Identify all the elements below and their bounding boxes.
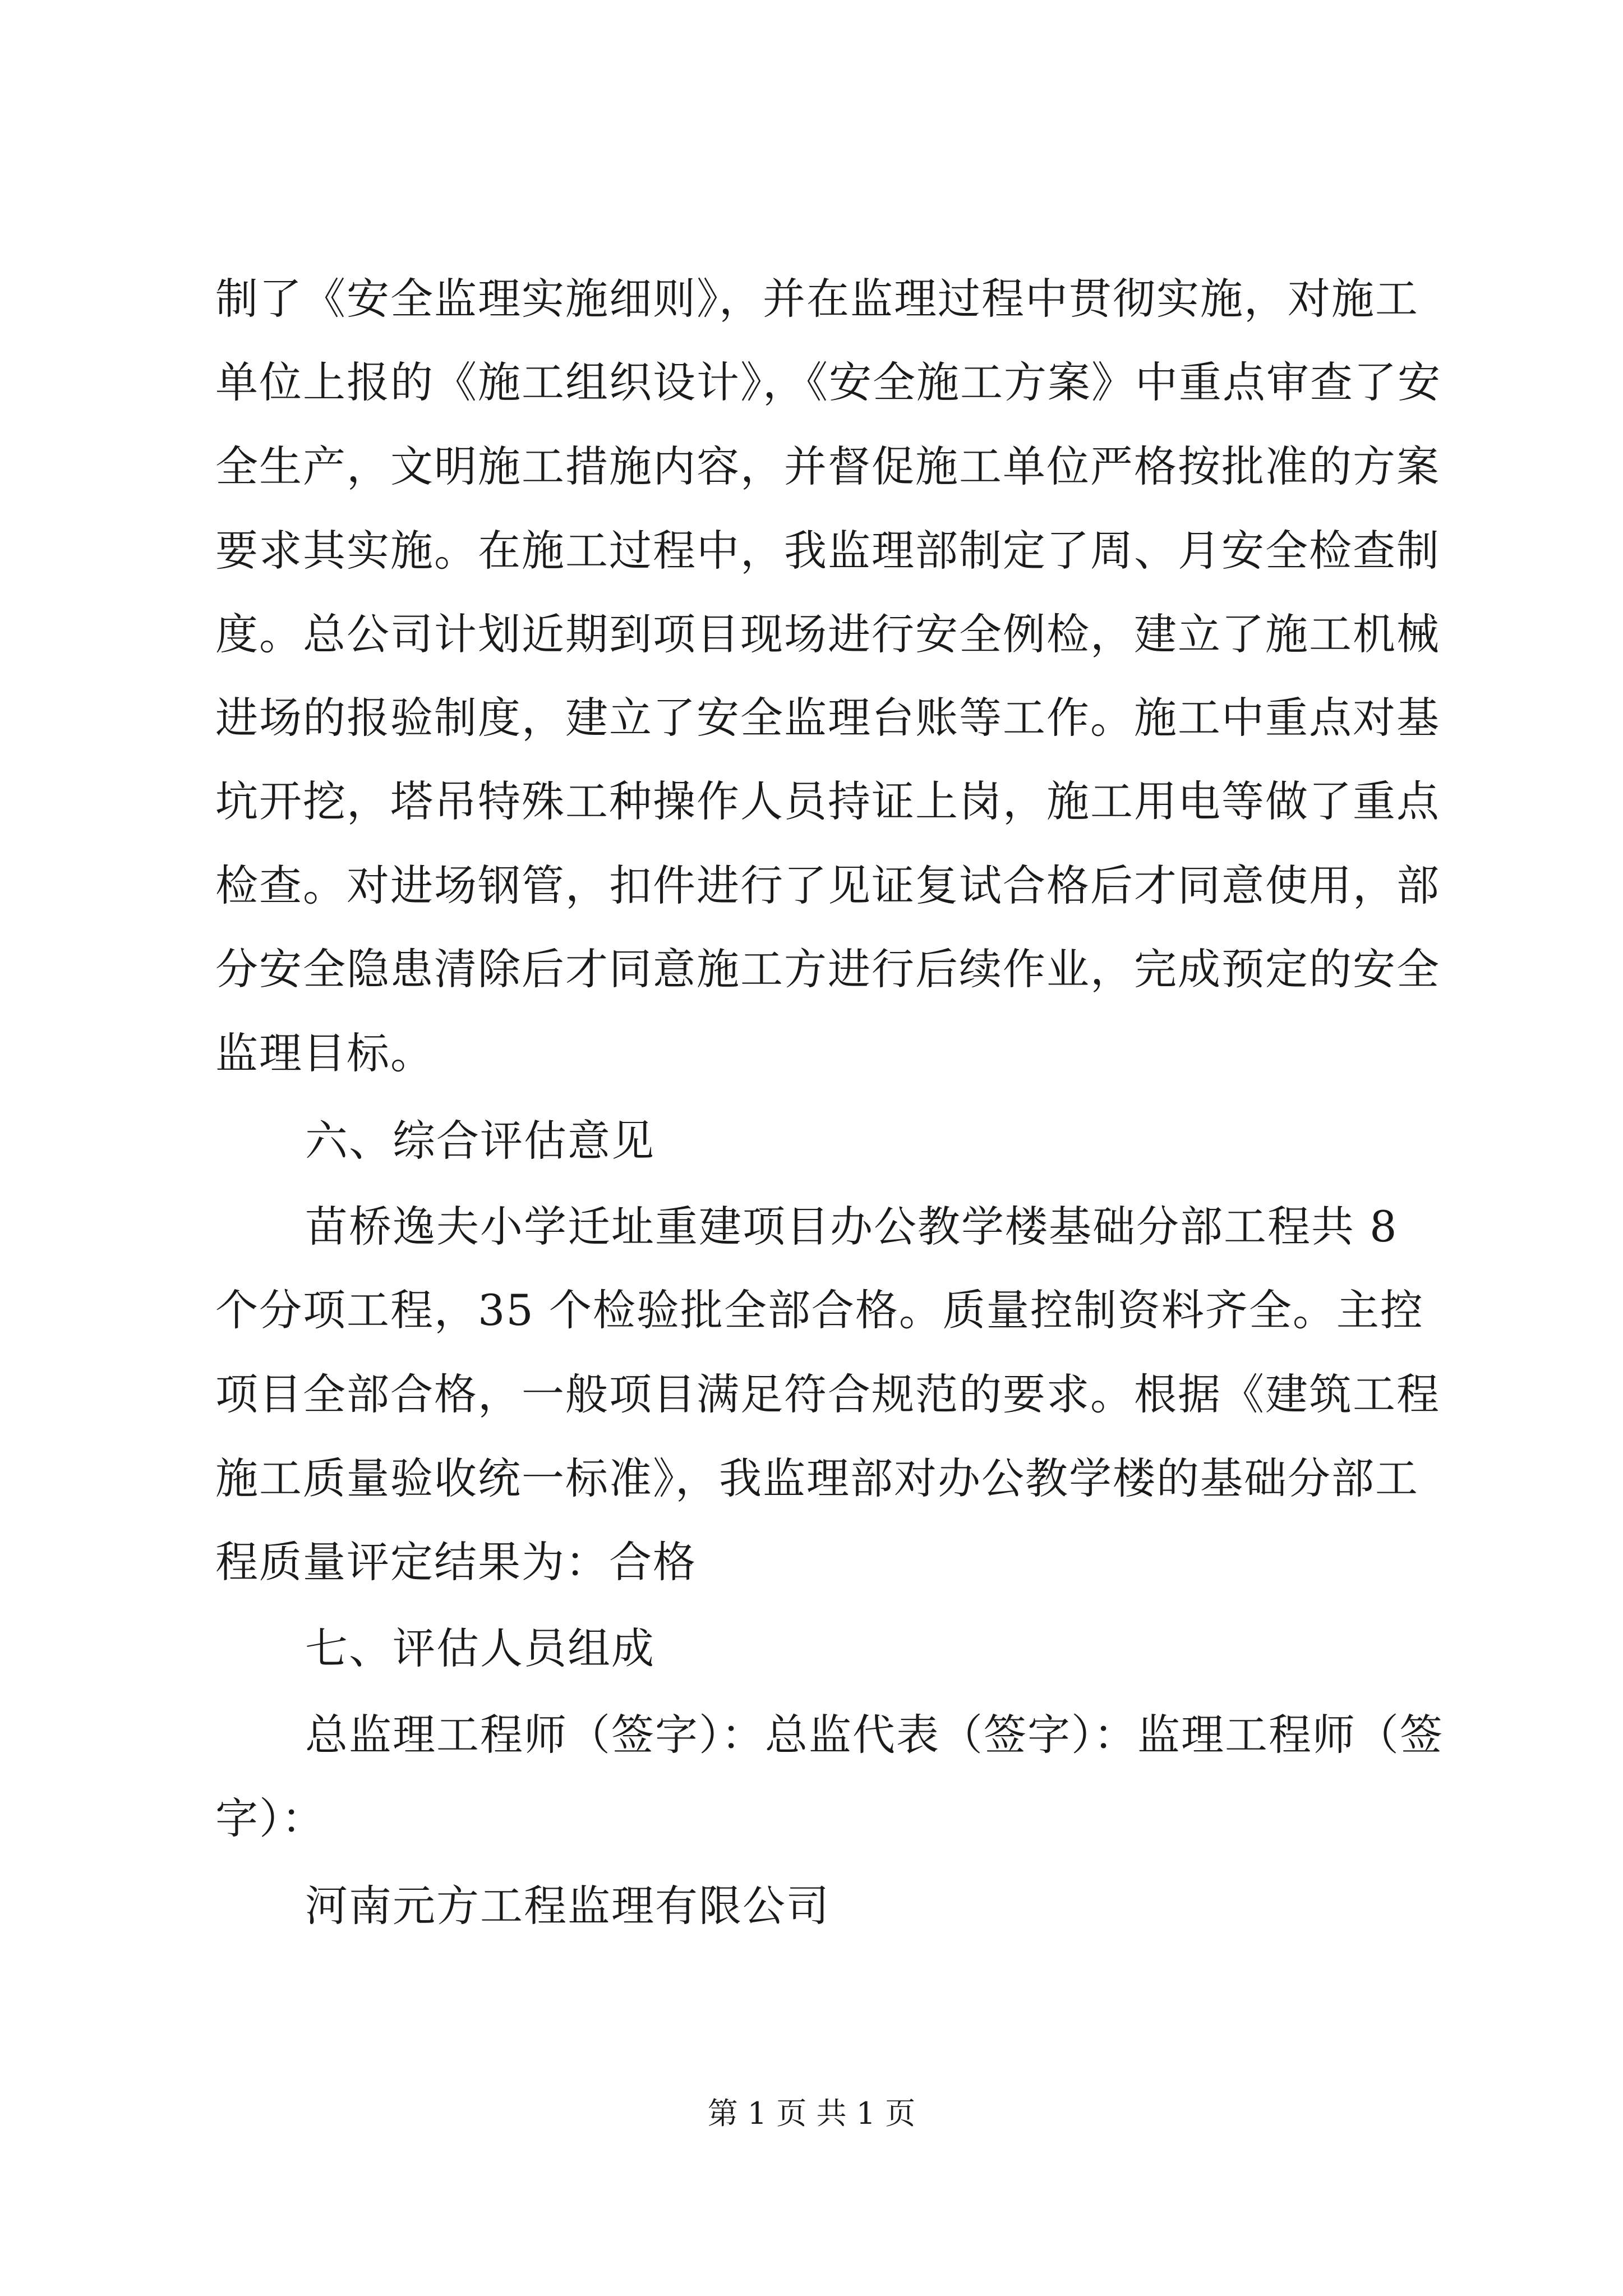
body-line-5: 度。总公司计划近期到项目现场进行安全例检，建立了施工机械 <box>215 609 1440 659</box>
body-line-2: 单位上报的《施工组织设计》，《安全施工方案》中重点审查了安 <box>215 357 1441 407</box>
body-line-9: 分安全隐患清除后才同意施工方进行后续作业，完成预定的安全 <box>215 944 1440 994</box>
company-name: 河南元方工程监理有限公司 <box>305 1881 830 1931</box>
page-footer: 第 1 页 共 1 页 <box>707 2096 916 2131</box>
body-line-10: 监理目标。 <box>215 1028 434 1078</box>
body-line-11: 苗桥逸夫小学迁址重建项目办公教学楼基础分部工程共 8 <box>305 1202 1398 1251</box>
body-line-6: 进场的报验制度，建立了安全监理台账等工作。施工中重点对基 <box>215 693 1440 743</box>
body-line-3: 全生产，文明施工措施内容，并督促施工单位严格按批准的方案 <box>215 441 1440 491</box>
body-line-4: 要求其实施。在施工过程中，我监理部制定了周、月安全检查制 <box>215 526 1440 576</box>
body-line-13: 项目全部合格，一般项目满足符合规范的要求。根据《建筑工程 <box>215 1369 1440 1419</box>
signature-line-2: 字）： <box>215 1793 325 1843</box>
body-line-7: 坑开挖，塔吊特殊工种操作人员持证上岗，施工用电等做了重点 <box>215 776 1440 826</box>
body-line-1: 制了《安全监理实施细则》，并在监理过程中贯彻实施，对施工 <box>215 274 1419 324</box>
body-line-12: 个分项工程，35 个检验批全部合格。质量控制资料齐全。主控 <box>215 1285 1424 1335</box>
signature-line-1: 总监理工程师（签字）：总监代表（签字）：监理工程师（签 <box>305 1710 1444 1760</box>
body-line-8: 检查。对进场钢管，扣件进行了见证复试合格后才同意使用，部 <box>215 861 1440 910</box>
body-line-14: 施工质量验收统一标准》，我监理部对办公教学楼的基础分部工 <box>215 1453 1419 1503</box>
body-line-15: 程质量评定结果为：合格 <box>215 1537 697 1587</box>
section-heading-7: 七、评估人员组成 <box>305 1623 655 1673</box>
section-heading-6: 六、综合评估意见 <box>305 1116 655 1166</box>
